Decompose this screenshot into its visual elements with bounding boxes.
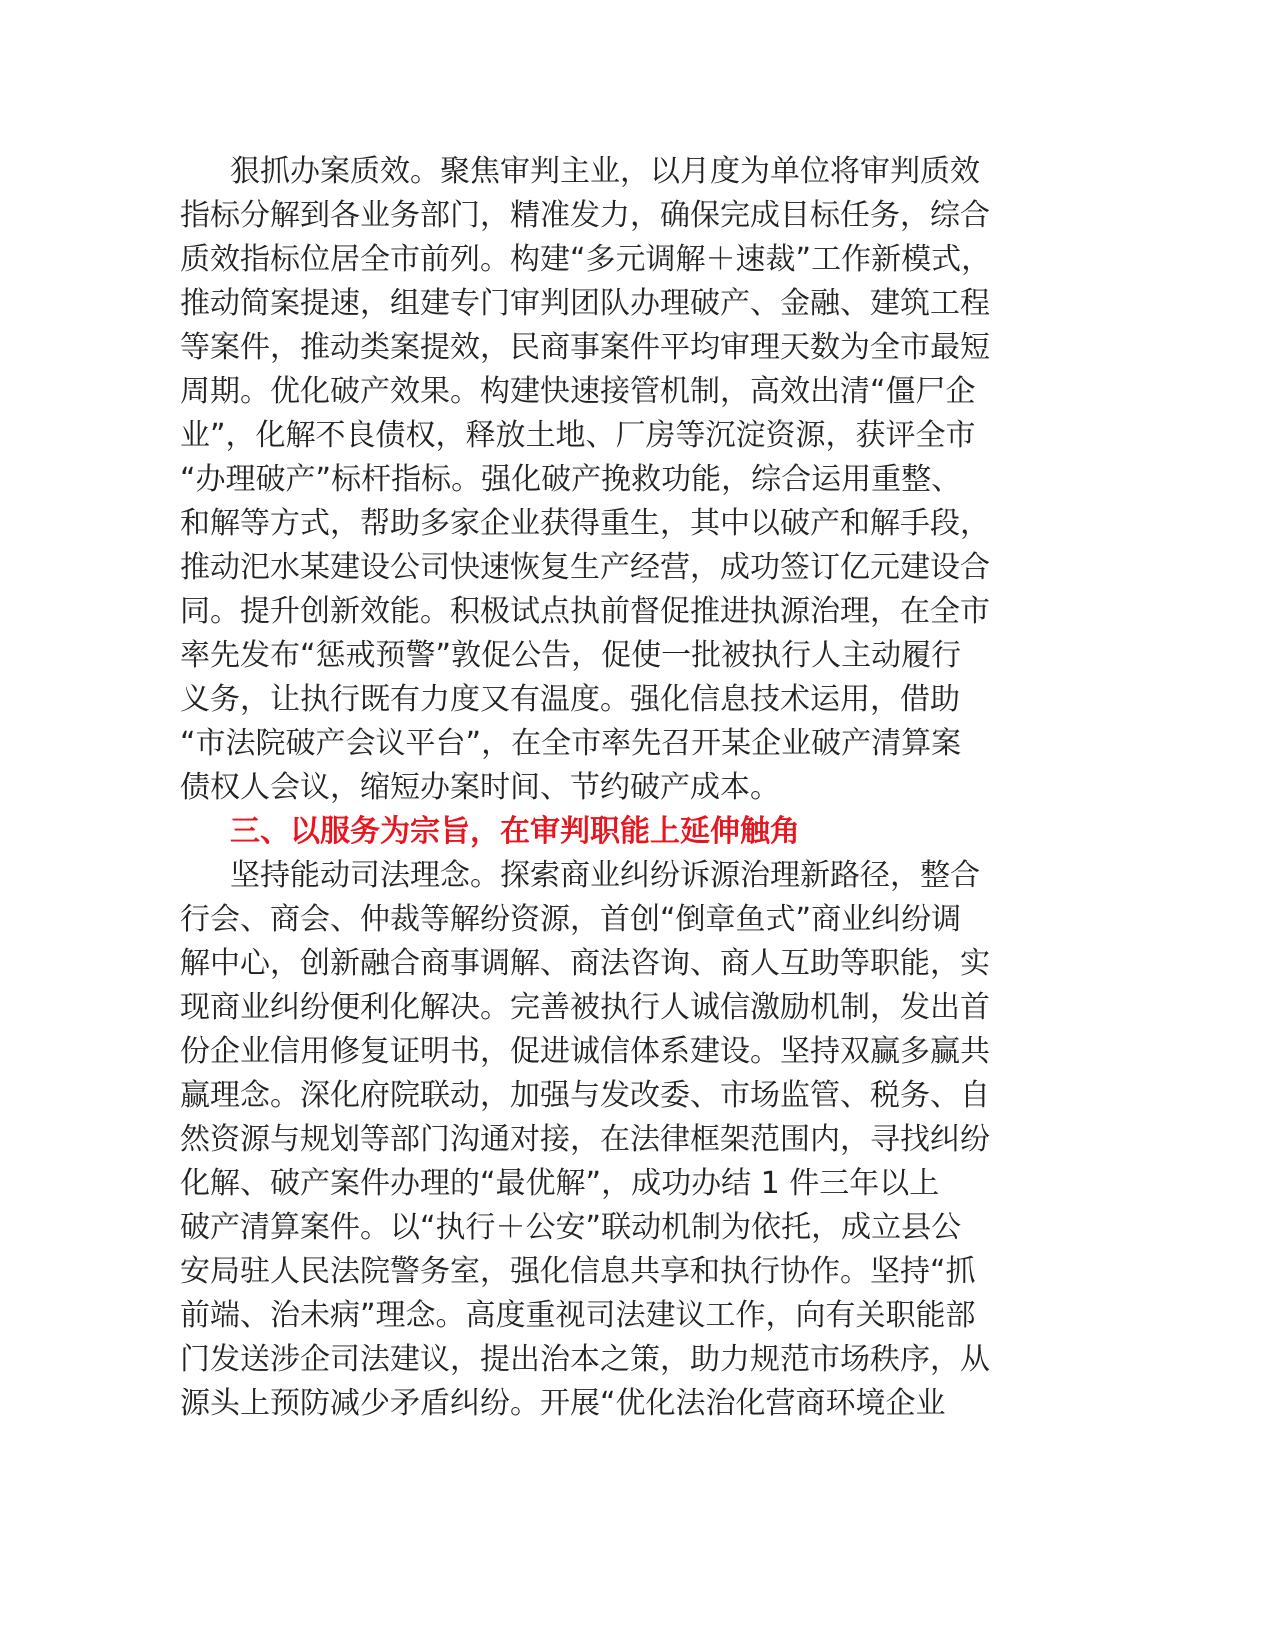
paragraph-2-line-9: 破产清算案件。以“执行＋公安”联动机制为依托，成立县公 — [180, 1210, 962, 1245]
paragraph-1-line-6: 周期。优化破产效果。构建快速接管机制，高效出清“僵尸企 — [180, 374, 976, 409]
paragraph-1-line-3: 质效指标位居全市前列。构建“多元调解＋速裁”工作新模式， — [180, 242, 992, 277]
paragraph-2-line-8: 化解、破产案件办理的“最优解”，成功办结 1 件三年以上 — [180, 1166, 940, 1201]
paragraph-1-line-11: 同。提升创新效能。积极试点执前督促推进执源治理，在全市 — [180, 594, 990, 629]
paragraph-2-line-10: 安局驻人民法院警务室，强化信息共享和执行协作。坚持“抓 — [180, 1254, 976, 1289]
paragraph-1-line-4: 推动简案提速，组建专门审判团队办理破产、金融、建筑工程 — [180, 286, 990, 321]
paragraph-1-line-9: 和解等方式，帮助多家企业获得重生，其中以破产和解手段， — [180, 506, 990, 541]
paragraph-2-line-4: 现商业纠纷便利化解决。完善被执行人诚信激励机制，发出首 — [180, 990, 990, 1025]
paragraph-1-line-12: 率先发布“惩戒预警”敦促公告，促使一批被执行人主动履行 — [180, 638, 962, 673]
paragraph-2-line-7: 然资源与规划等部门沟通对接，在法律框架范围内，寻找纠纷 — [180, 1122, 990, 1157]
paragraph-1-line-8: “办理破产”标杆指标。强化破产挽救功能，综合运用重整、 — [180, 462, 962, 497]
section-heading: 三、以服务为宗旨，在审判职能上延伸触角 — [230, 814, 800, 849]
paragraph-1-line-1: 狠抓办案质效。聚焦审判主业，以月度为单位将审判质效 — [230, 154, 980, 189]
paragraph-1-line-15: 债权人会议，缩短办案时间、节约破产成本。 — [180, 770, 780, 805]
paragraph-1-line-7: 业”，化解不良债权，释放土地、厂房等沉淀资源，获评全市 — [180, 418, 976, 453]
paragraph-2-line-3: 解中心，创新融合商事调解、商法咨询、商人互助等职能，实 — [180, 946, 990, 981]
paragraph-1-line-13: 义务，让执行既有力度又有温度。强化信息技术运用，借助 — [180, 682, 960, 717]
paragraph-2-line-1: 坚持能动司法理念。探索商业纠纷诉源治理新路径，整合 — [230, 858, 980, 893]
paragraph-2-line-5: 份企业信用修复证明书，促进诚信体系建设。坚持双赢多赢共 — [180, 1034, 990, 1069]
paragraph-2-line-12: 门发送涉企司法建议，提出治本之策，助力规范市场秩序，从 — [180, 1342, 990, 1377]
paragraph-1-line-2: 指标分解到各业务部门，精准发力，确保完成目标任务，综合 — [180, 198, 990, 233]
paragraph-1-line-10: 推动汜水某建设公司快速恢复生产经营，成功签订亿元建设合 — [180, 550, 990, 585]
paragraph-2-line-6: 赢理念。深化府院联动，加强与发改委、市场监管、税务、自 — [180, 1078, 990, 1113]
paragraph-2-line-11: 前端、治未病”理念。高度重视司法建议工作，向有关职能部 — [180, 1298, 976, 1333]
paragraph-1-line-5: 等案件，推动类案提效，民商事案件平均审理天数为全市最短 — [180, 330, 990, 365]
paragraph-1-line-14: “市法院破产会议平台”，在全市率先召开某企业破产清算案 — [180, 726, 962, 761]
paragraph-2-line-2: 行会、商会、仲裁等解纷资源，首创“倒章鱼式”商业纠纷调 — [180, 902, 962, 937]
paragraph-2-line-13: 源头上预防减少矛盾纠纷。开展“优化法治化营商环境企业 — [180, 1386, 946, 1421]
